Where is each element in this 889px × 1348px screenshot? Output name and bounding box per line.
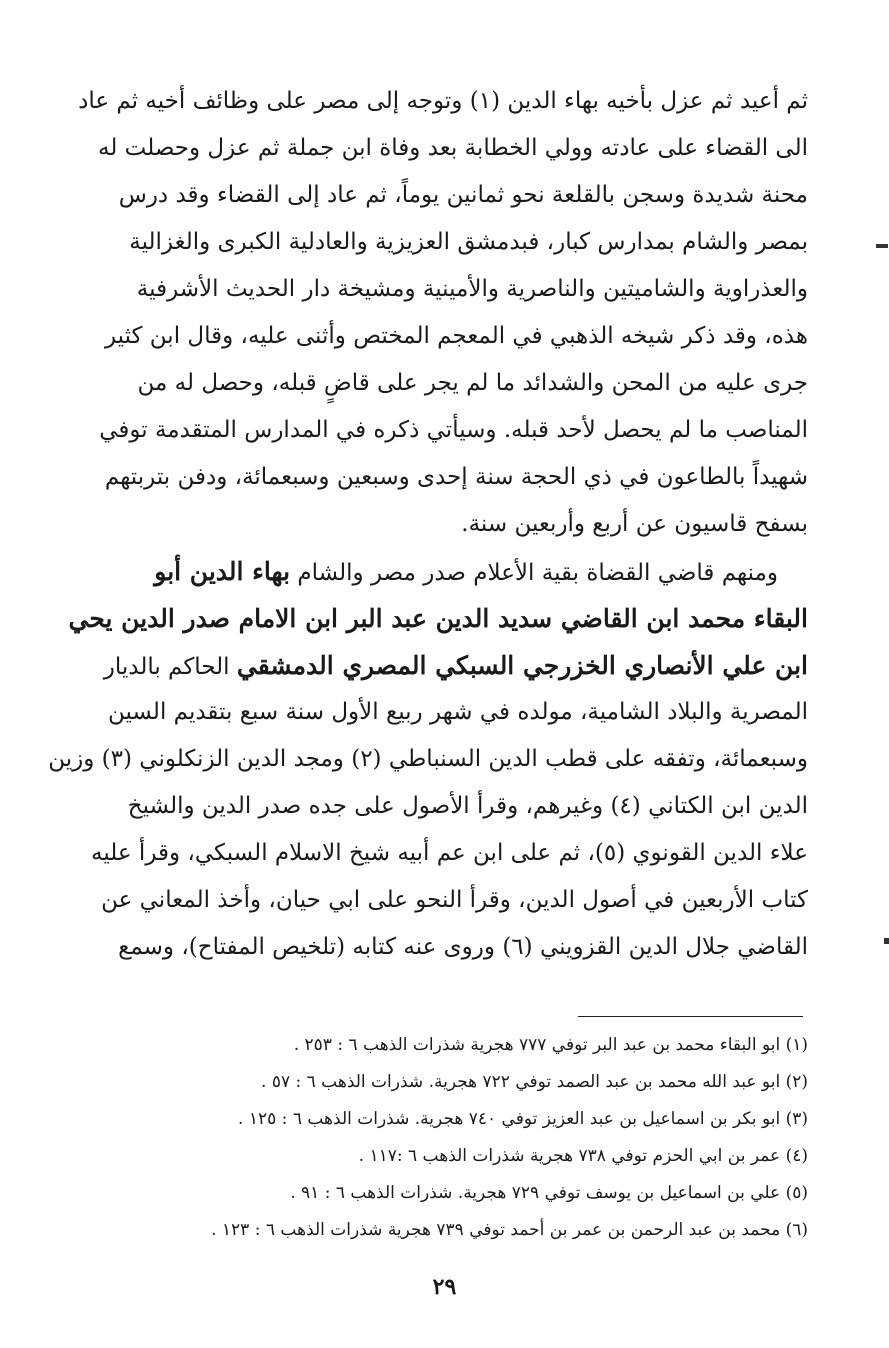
footnote-divider [578, 1016, 803, 1017]
text-line: محنة شديدة وسجن بالقلعة نحو ثمانين يوماً، ثم عاد إلى القضاء وقد درس [118, 182, 808, 208]
text-line: هذه، وقد ذكر شيخه الذهبي في المعجم المختص وأثنى عليه، وقال ابن كثير [104, 323, 808, 349]
text-line: وسبعمائة، وتفقه على قطب الدين السنباطي (٢) ومجد الدين الزنكلوني (٣) وزين [48, 746, 808, 772]
footnote: (١) ابو البقاء محمد بن عبد البر توفي ٧٧٧ هجرية شذرات الذهب ٦ : ٢٥٣ . [293, 1035, 808, 1055]
text-line: والعذراوية والشاميتين والناصرية والأمينية ومشيخة دار الحديث الأشرفية [136, 276, 808, 302]
footnote: (٦) محمد بن عبد الرحمن بن عمر بن أحمد توفي ٧٣٩ هجرية شذرات الذهب ٦ : ١٢٣ . [211, 1220, 808, 1240]
text-line: بمصر والشام بمدارس كبار، فبدمشق العزيزية والعادلية الكبرى والغزالية [129, 229, 808, 255]
text-line: بسفح قاسيون عن أربع وأربعين سنة. [461, 511, 808, 537]
scan-edge-mark [876, 244, 888, 248]
text-line: الى القضاء على عادته وولي الخطابة بعد وفاة ابن جملة ثم عزل وحصلت له [97, 135, 808, 161]
text-line [100, 642, 808, 689]
scan-edge-mark [884, 938, 889, 944]
biography-name: ابن علي الأنصاري الخزرجي السبكي المصري الدمشقي [236, 651, 808, 680]
text-line: شهيداً بالطاعون في ذي الحجة سنة إحدى وسبعين وسبعمائة، ودفن بتربتهم [104, 464, 808, 490]
biography-name: بهاء الدين أبو [154, 557, 291, 586]
text-line: ثم أعيد ثم عزل بأخيه بهاء الدين (١) وتوجه إلى مصر على وظائف أخيه ثم عاد [78, 88, 808, 114]
footnotes [100, 1027, 808, 1249]
intro-text: ومنهم قاضي القضاة بقية الأعلام صدر مصر والشام [297, 560, 778, 586]
text-line: القاضي جلال الدين القزويني (٦) وروى عنه كتابه (تلخيص المفتاح)، وسمع [118, 934, 808, 960]
biography-name: البقاء محمد ابن القاضي سديد الدين عبد البر ابن الامام صدر الدين يحي [68, 604, 808, 633]
text-line: المناصب ما لم يحصل لأحد قبله. وسيأتي ذكره في المدارس المتقدمة توفي [99, 417, 808, 443]
text-line: المصرية والبلاد الشامية، مولده في شهر ربيع الأول سنة سبع بتقديم السين [107, 699, 808, 725]
text-line: كتاب الأربعين في أصول الدين، وقرأ النحو على ابي حيان، وأخذ المعاني عن [101, 887, 808, 913]
text-line: جرى عليه من المحن والشدائد ما لم يجر على قاضٍ قبله، وحصل له من [137, 370, 808, 396]
text-line [68, 595, 808, 642]
paragraph-start-line [100, 548, 808, 595]
footnote: (٥) علي بن اسماعيل بن يوسف توفي ٧٢٩ هجرية. شذرات الذهب ٦ : ٩١ . [290, 1183, 808, 1203]
main-text [48, 78, 808, 971]
text-line: علاء الدين القونوي (٥)، ثم على ابن عم أبيه شيخ الاسلام السبكي، وقرأ عليه [91, 840, 808, 866]
footnote: (٣) ابو بكر بن اسماعيل بن عبد العزيز توفي ٧٤٠ هجرية. شذرات الذهب ٦ : ١٢٥ . [238, 1109, 808, 1129]
title-text: الحاكم بالديار [103, 654, 230, 680]
page-number: ٢٩ [432, 1274, 457, 1300]
text-line: الدين ابن الكتاني (٤) وغيرهم، وقرأ الأصول على جده صدر الدين والشيخ [127, 793, 808, 819]
footnote: (٢) ابو عبد الله محمد بن عبد الصمد توفي ٧٢٢ هجرية. شذرات الذهب ٦ : ٥٧ . [261, 1072, 808, 1092]
footnote: (٤) عمر بن ابي الحزم توفي ٧٣٨ هجرية شذرات الذهب ٦ :١١٧ . [358, 1146, 808, 1166]
